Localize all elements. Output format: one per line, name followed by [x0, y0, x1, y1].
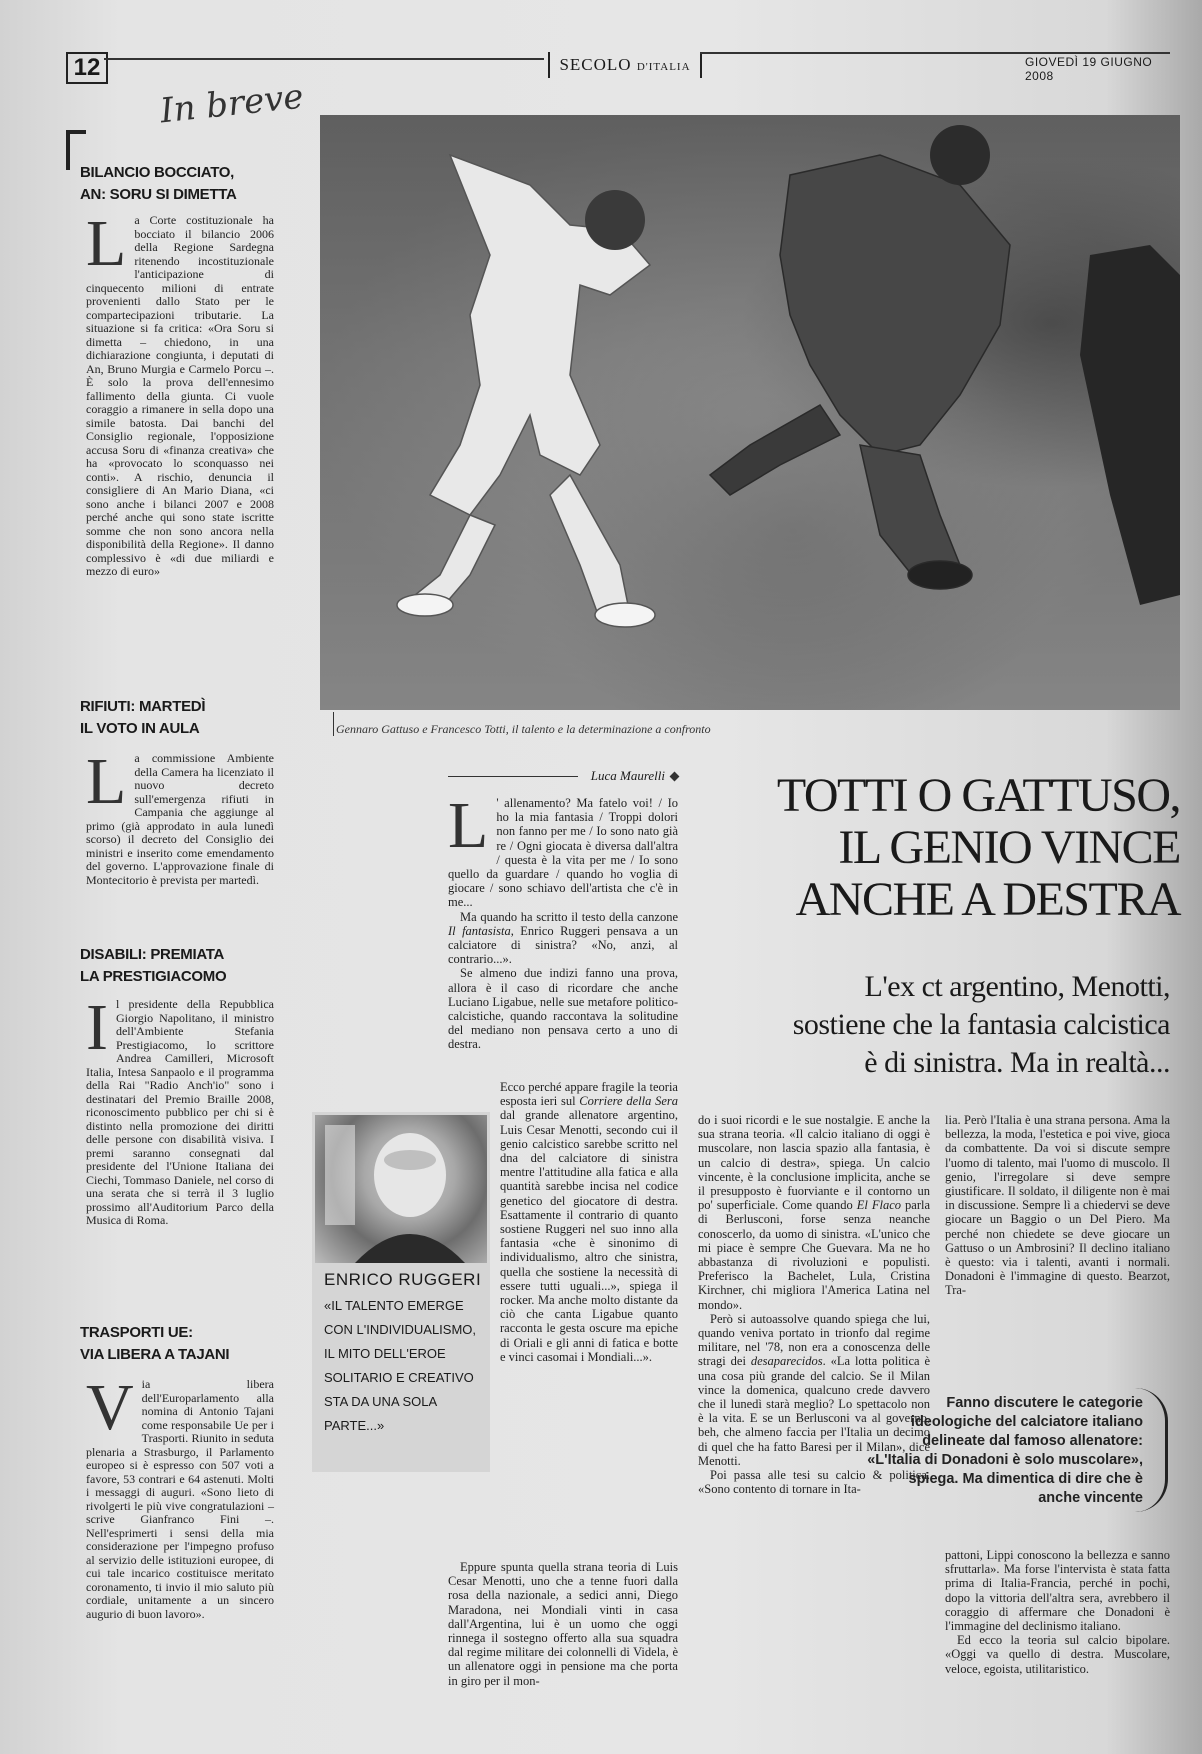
masthead-subtitle: D'ITALIA [636, 61, 691, 73]
brief-3-text [86, 991, 274, 1228]
main-photo [320, 115, 1180, 710]
ruggeri-portrait [315, 1115, 487, 1263]
brief-title-line: DISABILI: PREMIATA [80, 946, 225, 963]
text-run: parla di Berlusconi, forse senza neanche conoscerlo, da uomo di sinistra. «L'unico che mi piace è sempre Che Guevara. Ma ne ho abbastanza di rivoluzioni e populisti. Preferisco la Bachelet, Lula, Cristina Kirchner, chi migliora l'America Latina nel mondo». [698, 1198, 930, 1312]
byline-author: Luca Maurelli [590, 768, 665, 783]
article-subtitle [690, 968, 1170, 1082]
article-headline [690, 770, 1180, 926]
headline-line: ANCHE A DESTRA [795, 873, 1180, 926]
subtitle-line: è di sinistra. Ma in realtà... [864, 1046, 1170, 1079]
section-label: In breve [158, 76, 306, 132]
section-bracket [66, 130, 70, 170]
brief-title-line: VIA LIBERA A TAJANI [80, 1346, 230, 1363]
header-rule-right [700, 52, 1170, 54]
article-column-3-top: lia. Però l'Italia è una strana persona. Ama la bellezza, la moda, l'estetica e poi vive, gioca da combattente. Da voi si discute sempre l'uomo di talento, mai l'uomo di muscolo. Il genio, l'irregolare si deve sempre giustificare. Il soldato, il diligente non è mai in discussione. Sempre lì a chiedervi se deve giocare un Baggio o un Del Piero. Ma perché non chiedete se deve giocare un Gattuso o un Ambrosini? Il declino italiano è questo: via i talenti, avanti i normali. Donadoni è l'immagine di questo. Bearzot, Tra- [945, 1113, 1170, 1298]
brief-4-title [80, 1322, 280, 1366]
brief-title-line: AN: SORU SI DIMETTA [80, 186, 237, 203]
headline-line: TOTTI O GATTUSO, [776, 769, 1180, 822]
headline-line: IL GENIO VINCE [838, 821, 1180, 874]
brief-title-line: BILANCIO BOCCIATO, [80, 164, 235, 181]
brief-title-line: IL VOTO IN AULA [80, 720, 200, 737]
article-column-3-bottom [945, 1548, 1170, 1676]
ruggeri-photo [315, 1115, 487, 1263]
quote-box-name: ENRICO RUGGERI [324, 1270, 482, 1289]
brief-2-title [80, 696, 280, 740]
dropcap: L [86, 207, 127, 280]
article-dropcap: L [448, 789, 489, 862]
brief-body: a Corte costituzionale ha bocciato il bilancio 2006 della Regione Sardegna ritenendo incostituzionale l'anticipazione di cinquecento milioni di entrate provenienti dallo Stato per le compartecipazioni tributarie. La situazione si fa critica: «Ora Soru si dimetta – chiedono, in una dichiarazione congiunta, i deputati di An, Bruno Murgia e Carmelo Porcu –. È solo la prova dell'ennesimo fallimento della giunta. Ci vuole coraggio a rimanere in sella dopo una simile batosta. Dai banchi del Consiglio regionale, l'opposizione accusa Soru di «finanza creativa» che ha «provocato lo sconquasso nei conti». A rischio, denuncia il consigliere di An Mario Diana, «ci sono anche i bilanci 2007 e 2008 perché anche qui sono state iscritte somme che non sono ancora nella disponibilità della Regione». Il danno complessivo è «di due miliardi e mezzo di euro» [86, 213, 274, 578]
nickname: El Flaco [856, 1198, 902, 1213]
masthead-title: SECOLO [559, 55, 632, 74]
brief-3-title [80, 944, 280, 988]
quote-box-quote: «IL TALENTO EMERGE CON L'INDIVIDUALISMO, IL MITO DELL'EROE SOLITARIO E CREATIVO STA DA UNA SOLA PARTE...» [324, 1298, 477, 1433]
brief-title-line: RIFIUTI: MARTEDÌ [80, 698, 206, 715]
subtitle-line: L'ex ct argentino, Menotti, [864, 970, 1170, 1003]
brief-body: a commissione Ambiente della Camera ha licenziato il nuovo decreto sull'emergenza rifiuti in Campania che aggiunge al primo (già approdato in aula lunedì scorso) il decreto del Consiglio dei ministri e inserito come emendamento del governo. L'approvazione finale di Montecitorio è prevista per martedì. [86, 751, 274, 887]
text-run: Ecco perché appare fragile la teoria esposta ieri sul [500, 1080, 678, 1109]
song-title: Il fantasista [448, 923, 511, 938]
text-run: Però si autoassolve quando spiega che lui, quando veniva portato in trionfo dal regime militare, nel '78, non era a conoscenza delle stragi dei [698, 1311, 930, 1369]
byline-bullet-icon [670, 772, 680, 782]
article-paragraph: Se almeno due indizi fanno una prova, allora è il caso di ricordare che anche Luciano Ligabue, nelle sue metafore politico-calcistiche, quando raccontava la solitudine del mediano non pensava certo a uno di destra. [448, 966, 678, 1052]
article-paragraph: ' allenamento? Ma fatelo voi! / Io ho la mia fantasia / Troppi dolori non fanno per me / Io sono nato già re / Ogni giocata è diversa dall'altra / questa è la vita per me / Io sono quello da guardare / quando ho voglia di giocare / sono schiavo dell'artista che c'è in me... [448, 796, 678, 910]
text-run: Ma quando ha scritto il testo della canzone [460, 909, 678, 924]
subtitle-line: sostiene che la fantasia calcistica [792, 1008, 1170, 1041]
article-paragraph: Ed ecco la teoria sul calcio bipolare. «Oggi va quello di destra. Muscolare, veloce, egoista, utilitaristico. [945, 1633, 1170, 1676]
page-number: 12 [66, 52, 108, 84]
caption-rule [333, 712, 334, 736]
brief-1-text [86, 207, 274, 579]
brief-4-text [86, 1371, 274, 1621]
text-run: do i suoi ricordi e le sue nostalgie. E anche la sua strana teoria. «Il calcio italiano di oggi è muscolare, non lascia spazio alla fantasia, è un calcio di destra», spiega. Un calcio vincente, è la conclusione implicita, anche se il presupposto è fuorviante e il contorno un po' superficiale. Come quando [698, 1113, 930, 1213]
photo-caption: Gennaro Gattuso e Francesco Totti, il talento e la determinazione a confronto [336, 722, 711, 736]
text-run: dal grande allenatore argentino, Luis Cesar Menotti, secondo cui il genio calcistico sarebbe scritto nel dna del calciatore di sinistra mentre l'attitudine alla fatica e alla quantità sarebbe incisa nel codice genetico del giocatore di destra. Esattamente il contrario di quanto sostiene Ruggeri nel suo inno alla fantasia «che è sinonimo di individualismo, altro che sinistra, quella che sostiene la necessità di essere tutti uguali...», spiega il rocker. Ma anche molto distante da ciò che canta Ligabue quanto racconta le gesta oscure ma epiche di Oriali e gli anni di fatica e botte e vinci casomai i Mondiali...». [500, 1108, 678, 1364]
photo-players-illustration [320, 115, 1180, 710]
article-paragraph [448, 910, 678, 967]
text-run: , Enrico Ruggeri pensava a un calciatore di sinistra? «No, anzi, al contrario...». [448, 923, 678, 967]
byline [448, 768, 678, 784]
article-column-1-top [448, 789, 678, 1052]
dropcap: L [86, 745, 127, 818]
brief-1-title [80, 162, 280, 206]
issue-date: GIOVEDÌ 19 GIUGNO 2008 [1025, 55, 1153, 83]
article-column-1-mid [500, 1080, 678, 1364]
pull-quote: Fanno discutere le categorie ideologiche del calciatore italiano delineate dal famoso allenatore: «L'Italia di Donadoni è solo muscolare», spiega. Ma dimentica di dire che è anche vincente [867, 1395, 1143, 1506]
pull-quote-brace [1135, 1388, 1168, 1512]
dropcap: V [86, 1371, 134, 1444]
brief-title-line: LA PRESTIGIACOMO [80, 968, 227, 985]
brief-body: l presidente della Repubblica Giorgio Napolitano, il ministro dell'Ambiente Stefania Prestigiacomo, lo scrittore Andrea Camilleri, Microsoft Italia, Intesa Sanpaolo e il programma della Rai "Radio Anch'io" sono i destinatari del Premio Braille 2008, riconoscimento pubblico per chi si è distinto nella promozione dei diritti delle persone con disabilità visiva. I premi saranno consegnati dal presidente del l'Unione Italiana dei Ciechi, Tommaso Daniele, nel corso di una serata che si terrà il 3 luglio prossimo all'Auditorium Parco della Musica di Roma. [86, 997, 274, 1227]
masthead [548, 52, 702, 78]
brief-2-text [86, 745, 274, 887]
brief-body: ia libera dell'Europarlamento alla nomina di Antonio Tajani come responsabile Ue per i Trasporti. Riunito in seduta plenaria a Strasburgo, il Parlamento europeo si è espresso con 507 voti a favore, 53 contrari e 64 astenuti. Molti i messaggi di auguri. «Sono lieto di rivolgerti le più vive congratulazioni – scrive Gianfranco Fini –. Nell'esprimerti i sensi della mia considerazione per l'impegno profuso al servizio delle istituzioni europee, di cui tale incarico costituisce meritato coronamento, ti invio il mio saluto più cordiale, unitamente a un sincero augurio di buon lavoro». [86, 1377, 274, 1621]
header-rule-left [104, 58, 544, 60]
italic-term: desaparecidos [750, 1354, 823, 1369]
article-paragraph: pattoni, Lippi conoscono la bellezza e sanno sfruttarla». Ma forse l'intervista è stata fatta prima di Italia-Francia, perché in pochi, dopo la vittoria dell'altra sera, avrebbero il coraggio di affermare che Donadoni è l'immagine del declinismo italiano. [945, 1548, 1170, 1634]
article-column-1-bottom: Eppure spunta quella strana teoria di Luis Cesar Menotti, uno che a tenne fuori dalla rosa della nazionale, a sedici anni, Diego Maradona, nei Mondiali vinti in casa dall'Argentina, lui è un uomo che oggi rinnega il sostegno offerto alla sua squadra dal regime militare dei colonnelli di Videla, è un allenatore oggi in pensione ma che porta in giro per il mon- [448, 1560, 678, 1688]
section-bracket-top [66, 130, 86, 134]
article-paragraph: Poi passa alle tesi su calcio & politica. «Sono contento di tornare in Ita- [698, 1468, 930, 1497]
dropcap: I [86, 991, 108, 1064]
newspaper-name: Corriere della Sera [579, 1094, 678, 1109]
text-run: . «La lotta politica è una cosa più grande del calcio. Se il Milan vince la domenica, qualcuno crede davvero che il lunedì starà meglio? Lo spettacolo non è la vita. E se un Berlusconi va al governo, beh, che almeno faccia per l'Italia un decimo di quel che ha fatto Baresi per il Milan», dice Menotti. [698, 1354, 930, 1468]
brief-title-line: TRASPORTI UE: [80, 1324, 193, 1341]
